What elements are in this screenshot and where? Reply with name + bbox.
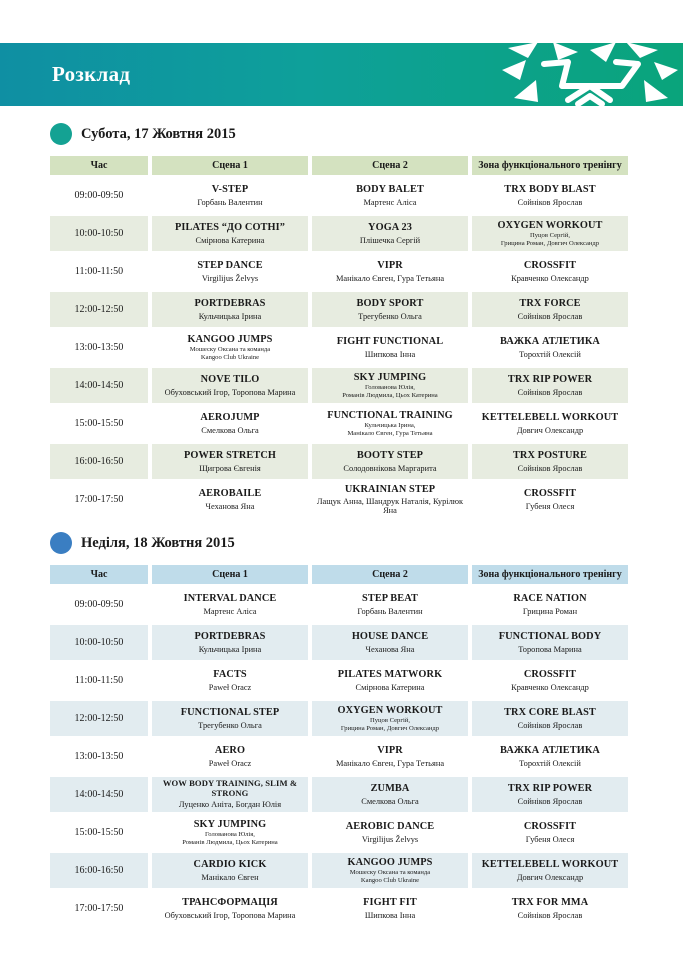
trainer-name: Лащук Анна, Шандрук Наталія, Курілюк Яна: [316, 496, 464, 516]
class-name: AERO: [214, 745, 246, 757]
session-cell: [152, 777, 308, 812]
class-name: CROSSFIT: [523, 821, 577, 833]
trainer-name: Paweł Oracz: [208, 682, 252, 692]
class-name: STEP BEAT: [362, 593, 418, 605]
table-row: [50, 254, 628, 289]
session-cell: [152, 853, 308, 888]
session-cell: [312, 739, 468, 774]
session-cell: [472, 587, 628, 622]
trainer-name: Кравченко Олександр: [511, 682, 589, 692]
table-row: [50, 663, 628, 698]
session-cell: [152, 701, 308, 736]
time-cell: 16:00-16:50: [50, 853, 148, 888]
trainer-name: Virgilijus Želvys: [361, 834, 419, 844]
time-cell: 15:00-15:50: [74, 418, 124, 429]
lion-logo-icon: [498, 40, 683, 112]
class-name: ВАЖКА АТЛЕТИКА: [500, 745, 600, 757]
column-header: Час: [50, 565, 148, 584]
class-name: WOW BODY TRAINING, SLIM & STRONG: [162, 778, 298, 798]
trainer-name: Сойніков Ярослав: [517, 463, 583, 473]
session-cell: [312, 368, 468, 403]
trainer-name: Голованова Юлія, Романів Людмила, Цьох Катерина: [342, 384, 438, 399]
session-cell: [152, 815, 308, 850]
class-name: TRX RIP POWER: [507, 783, 593, 795]
session-cell: [472, 815, 628, 850]
session-cell: [152, 216, 308, 251]
trainer-name: Щигрова Євгенія: [199, 463, 261, 473]
class-name: KETTELEBELL WORKOUT: [481, 859, 619, 871]
session-cell: [312, 482, 468, 517]
trainer-name: Довгич Олександр: [516, 872, 584, 882]
trainer-name: Обуховський Ігор, Торопова Марина: [164, 910, 296, 920]
session-cell: [152, 330, 308, 365]
class-name: POWER STRETCH: [184, 450, 276, 462]
trainer-name: Губеня Олеся: [525, 501, 575, 511]
session-cell: [152, 254, 308, 289]
session-cell: [312, 292, 468, 327]
table-row: [50, 330, 628, 365]
table-row: [50, 406, 628, 441]
session-cell: [472, 254, 628, 289]
session-cell: [152, 625, 308, 660]
time-cell: 16:00-16:50: [50, 444, 148, 479]
class-name: V-STEP: [211, 184, 249, 196]
session-cell: [152, 444, 308, 479]
time-cell: 11:00-11:50: [74, 266, 124, 277]
time-cell: 13:00-13:50: [74, 342, 124, 353]
trainer-name: Солодовнікова Маргарита: [343, 463, 437, 473]
session-cell: [152, 292, 308, 327]
trainer-name: Мошеску Оксана та команда Kangoo Club Ukraine: [189, 346, 271, 361]
class-name: OXYGEN WORKOUT: [337, 704, 443, 716]
trainer-name: Мартенс Аліса: [203, 606, 257, 616]
table-row: [50, 815, 628, 850]
column-header: Зона функціонального тренінгу: [472, 156, 628, 175]
session-cell: [152, 178, 308, 213]
trainer-name: Трегубенко Ольга: [198, 720, 262, 730]
session-cell: [312, 330, 468, 365]
trainer-name: Сойніков Ярослав: [517, 720, 583, 730]
class-name: PILATES “ДО СОТНІ”: [175, 222, 285, 234]
session-cell: [472, 625, 628, 660]
session-cell: [312, 777, 468, 812]
trainer-name: Сойніков Ярослав: [517, 311, 583, 321]
trainer-name: Сойніков Ярослав: [517, 796, 583, 806]
column-header: Сцена 2: [312, 565, 468, 584]
session-cell: [312, 891, 468, 926]
table-row: [50, 292, 628, 327]
session-cell: [312, 587, 468, 622]
class-name: TRX FORCE: [519, 298, 581, 310]
table-row: [50, 368, 628, 403]
class-name: INTERVAL DANCE: [183, 593, 277, 605]
column-header: Зона функціонального тренінгу: [472, 565, 628, 584]
class-name: PILATES MATWORK: [337, 669, 443, 681]
trainer-name: Virgilijus Želvys: [201, 273, 259, 283]
trainer-name: Чеханова Яна: [205, 501, 255, 511]
class-name: CARDIO KICK: [193, 859, 267, 871]
table-row: [50, 891, 628, 926]
session-cell: [152, 368, 308, 403]
trainer-name: Пуцов Сергій, Грицина Роман, Довгич Олександр: [340, 717, 440, 732]
trainer-name: Голованова Юлія, Романів Людмила, Цьох Катерина: [182, 831, 278, 846]
class-name: KETTELEBELL WORKOUT: [481, 412, 619, 424]
class-name: FIGHT FIT: [363, 897, 417, 909]
session-cell: [152, 739, 308, 774]
trainer-name: Мартенс Аліса: [363, 197, 417, 207]
session-cell: [472, 853, 628, 888]
class-name: AEROBIC DANCE: [345, 821, 435, 833]
trainer-name: Шипкова Інна: [364, 910, 416, 920]
trainer-name: Губеня Олеся: [525, 834, 575, 844]
session-cell: [472, 701, 628, 736]
class-name: CROSSFIT: [523, 260, 577, 272]
trainer-name: Довгич Олександр: [516, 425, 584, 435]
day-title-sunday: [50, 532, 235, 554]
class-name: ВАЖКА АТЛЕТИКА: [500, 336, 600, 348]
header-banner: [0, 43, 683, 106]
trainer-name: Чеханова Яна: [365, 644, 415, 654]
session-cell: [312, 701, 468, 736]
session-cell: [472, 216, 628, 251]
class-name: PORTDEBRAS: [194, 631, 266, 643]
session-cell: [472, 368, 628, 403]
trainer-name: Трегубенко Ольга: [358, 311, 422, 321]
class-name: TRX BODY BLAST: [504, 184, 596, 196]
trainer-name: Сойніков Ярослав: [517, 910, 583, 920]
session-cell: [472, 444, 628, 479]
trainer-name: Луценко Аніта, Богдан Юлія: [178, 800, 282, 810]
class-name: KANGOO JUMPS: [347, 856, 433, 868]
table-row: [50, 444, 628, 479]
time-cell: 14:00-14:50: [50, 777, 148, 812]
class-name: PORTDEBRAS: [194, 298, 266, 310]
table-row: [50, 739, 628, 774]
table-row: [50, 587, 628, 622]
class-name: YOGA 23: [368, 222, 412, 234]
trainer-name: Манікало Євген: [201, 872, 259, 882]
session-cell: [312, 444, 468, 479]
trainer-name: Грицина Роман: [522, 606, 578, 616]
session-cell: [472, 406, 628, 441]
trainer-name: Торохтій Олексій: [519, 349, 581, 359]
class-name: STEP DANCE: [197, 260, 263, 272]
time-cell: 09:00-09:50: [74, 190, 124, 201]
session-cell: [472, 178, 628, 213]
trainer-name: Кравченко Олександр: [511, 273, 589, 283]
trainer-name: Торохтій Олексій: [519, 758, 581, 768]
trainer-name: Шипкова Інна: [364, 349, 416, 359]
session-cell: [472, 292, 628, 327]
session-cell: [312, 815, 468, 850]
table-row: [50, 178, 628, 213]
trainer-name: Paweł Oracz: [208, 758, 252, 768]
page-title: Розклад: [52, 62, 131, 86]
class-name: BOOTY STEP: [356, 450, 424, 462]
class-name: TRX CORE BLAST: [504, 707, 596, 719]
class-name: FACTS: [213, 669, 247, 681]
class-name: TRX FOR MMA: [511, 897, 589, 909]
trainer-name: Смірнова Катерина: [355, 682, 425, 692]
session-cell: [312, 625, 468, 660]
session-cell: [472, 777, 628, 812]
class-name: VIPR: [377, 260, 403, 272]
schedule-table-saturday: [46, 153, 632, 520]
session-cell: [152, 482, 308, 517]
class-name: TRX POSTURE: [512, 450, 588, 462]
class-name: RACE NATION: [513, 593, 587, 605]
day-marker-dot: [50, 532, 72, 554]
class-name: ТРАНСФОРМАЦІЯ: [182, 897, 278, 909]
session-cell: [472, 663, 628, 698]
session-cell: [312, 254, 468, 289]
session-cell: [472, 739, 628, 774]
class-name: CROSSFIT: [523, 488, 577, 500]
session-cell: [152, 587, 308, 622]
schedule-table-sunday: [46, 562, 632, 929]
day-marker-dot: [50, 123, 72, 145]
trainer-name: Смірнова Катерина: [195, 235, 265, 245]
trainer-name: Смелкова Ольга: [201, 425, 259, 435]
time-cell: 10:00-10:50: [50, 625, 148, 660]
time-cell: 17:00-17:50: [74, 903, 124, 914]
trainer-name: Пуцов Сергій, Грицина Роман, Довгич Олександр: [500, 232, 600, 247]
time-cell: 10:00-10:50: [50, 216, 148, 251]
session-cell: [472, 891, 628, 926]
trainer-name: Кульчицька Ірина, Манікало Євген, Гура Тетьяна: [347, 422, 433, 437]
table-row: [50, 216, 628, 251]
time-cell: 15:00-15:50: [74, 827, 124, 838]
class-name: HOUSE DANCE: [351, 631, 429, 643]
time-cell: 17:00-17:50: [74, 494, 124, 505]
column-header: Сцена 1: [152, 156, 308, 175]
trainer-name: Горбань Валентин: [197, 197, 263, 207]
class-name: SKY JUMPING: [193, 818, 267, 830]
table-row: [50, 701, 628, 736]
class-name: VIPR: [377, 745, 403, 757]
time-cell: 09:00-09:50: [74, 599, 124, 610]
trainer-name: Смелкова Ольга: [361, 796, 419, 806]
trainer-name: Сойніков Ярослав: [517, 197, 583, 207]
session-cell: [312, 216, 468, 251]
trainer-name: Кульчицька Ірина: [198, 311, 262, 321]
trainer-name: Манікало Євген, Гура Тетьяна: [335, 273, 445, 283]
trainer-name: Сойніков Ярослав: [517, 387, 583, 397]
session-cell: [312, 663, 468, 698]
class-name: BODY BALET: [356, 184, 424, 196]
session-cell: [312, 406, 468, 441]
table-row: [50, 625, 628, 660]
trainer-name: Манікало Євген, Гура Тетьяна: [335, 758, 445, 768]
class-name: NOVE TILO: [200, 374, 260, 386]
class-name: UKRAINIAN STEP: [344, 483, 436, 495]
trainer-name: Обуховський Ігор, Торопова Марина: [164, 387, 296, 397]
trainer-name: Горбань Валентин: [357, 606, 423, 616]
table-row: [50, 853, 628, 888]
trainer-name: Торопова Марина: [518, 644, 582, 654]
trainer-name: Кульчицька Ірина: [198, 644, 262, 654]
column-header: Час: [50, 156, 148, 175]
class-name: OXYGEN WORKOUT: [497, 219, 603, 231]
column-header: Сцена 1: [152, 565, 308, 584]
session-cell: [472, 330, 628, 365]
time-cell: 12:00-12:50: [50, 292, 148, 327]
class-name: KANGOO JUMPS: [187, 333, 273, 345]
session-cell: [312, 178, 468, 213]
session-cell: [152, 406, 308, 441]
class-name: FUNCTIONAL STEP: [180, 707, 280, 719]
table-row: [50, 777, 628, 812]
day-title-text: Субота, 17 Жовтня 2015: [81, 125, 236, 142]
class-name: FUNCTIONAL TRAINING: [327, 409, 453, 421]
day-title-text: Неділя, 18 Жовтня 2015: [81, 534, 235, 551]
class-name: ZUMBA: [370, 783, 410, 795]
session-cell: [312, 853, 468, 888]
session-cell: [152, 663, 308, 698]
class-name: SKY JUMPING: [353, 371, 427, 383]
table-header-row: [50, 156, 628, 175]
class-name: FUNCTIONAL BODY: [498, 631, 602, 643]
class-name: AEROJUMP: [200, 412, 260, 424]
day-title-saturday: [50, 123, 236, 145]
session-cell: [152, 891, 308, 926]
class-name: AEROBAILE: [198, 488, 262, 500]
time-cell: 12:00-12:50: [50, 701, 148, 736]
table-header-row: [50, 565, 628, 584]
session-cell: [472, 482, 628, 517]
time-cell: 14:00-14:50: [50, 368, 148, 403]
trainer-name: Плішечка Сергій: [359, 235, 421, 245]
column-header: Сцена 2: [312, 156, 468, 175]
class-name: FIGHT FUNCTIONAL: [336, 336, 444, 348]
class-name: BODY SPORT: [356, 298, 424, 310]
time-cell: 13:00-13:50: [74, 751, 124, 762]
class-name: TRX RIP POWER: [507, 374, 593, 386]
time-cell: 11:00-11:50: [74, 675, 124, 686]
trainer-name: Мошеску Оксана та команда Kangoo Club Ukraine: [349, 869, 431, 884]
table-row: [50, 482, 628, 517]
class-name: CROSSFIT: [523, 669, 577, 681]
